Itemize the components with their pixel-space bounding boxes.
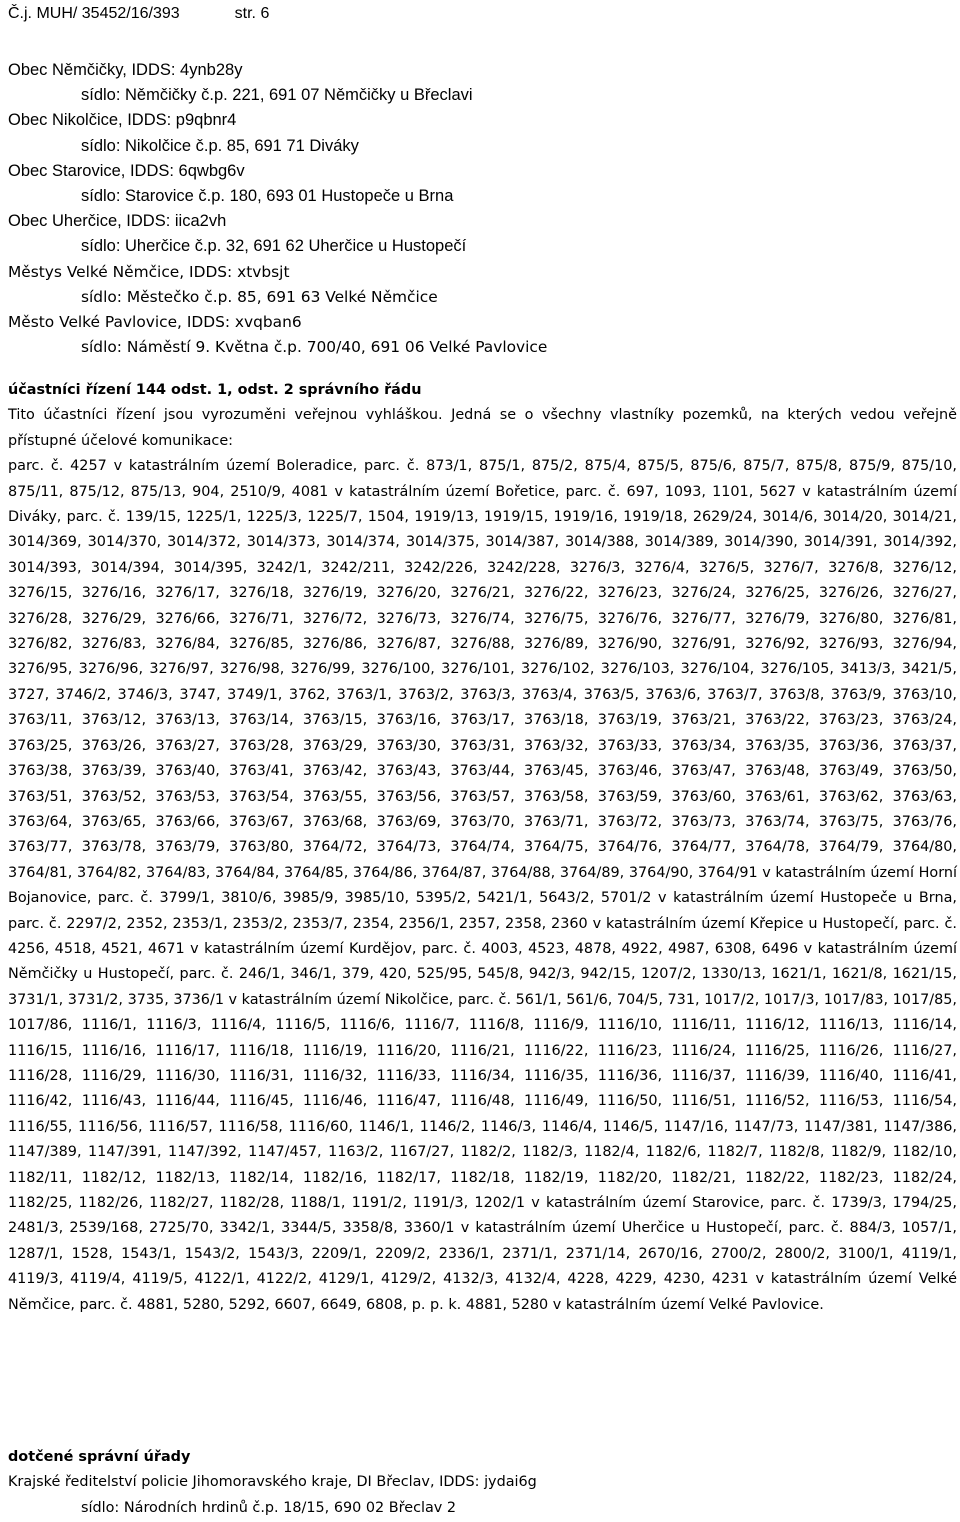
addressee-seat: sídlo: Městečko č.p. 85, 691 63 Velké Němčice <box>81 287 438 306</box>
authority-name: Krajské ředitelství policie Jihomoravského kraje, DI Břeclav, IDDS: jydai6g <box>8 1474 537 1491</box>
addressee-name: Obec Nikolčice, IDDS: p9qbnr4 <box>8 111 237 130</box>
addressee-entry <box>8 260 956 310</box>
participants-info: Tito účastníci řízení jsou vyrozuměni veřejnou vyhláškou. Jedná se o všechny vlastníky pozemků, na kterých vedou veřejně přístupné účelové komunikace: <box>8 407 957 449</box>
page-number: str. 6 <box>234 5 270 22</box>
addressee-name: Obec Starovice, IDDS: 6qwbg6v <box>8 161 245 180</box>
reference-number: Č.j. MUH/ 35452/16/393 <box>8 5 180 22</box>
addressee-entry <box>8 159 956 209</box>
addressee-list <box>8 58 956 360</box>
authorities-heading: dotčené správní úřady <box>8 1449 191 1465</box>
page-header <box>8 2 269 26</box>
authorities-section <box>8 1445 537 1521</box>
addressee-seat: sídlo: Nikolčice č.p. 85, 691 71 Diváky <box>81 136 359 155</box>
addressee-entry <box>8 310 956 360</box>
participants-heading: účastníci řízení 144 odst. 1, odst. 2 správního řádu <box>8 382 422 398</box>
addressee-entry <box>8 209 956 259</box>
addressee-entry <box>8 108 956 158</box>
addressee-name: Obec Uherčice, IDDS: iica2vh <box>8 212 227 231</box>
parcel-list: parc. č. 4257 v katastrálním území Boleradice, parc. č. 873/1, 875/1, 875/2, 875/4, 875/5, 875/6, 875/7, 875/8, 875/9, 875/10, 875/11, 875/12, 875/13, 904, 2510/9, 4081 v katastrálním území Bořetice, parc. č. 697, 1093, 1101, 5627 v katastrálním území Diváky, parc. č. 139/15, 1225/1, 1225/3, 1225/7, 1504, 1919/13, 1919/15, 1919/16, 1919/18, 2629/24, 3014/6, 3014/20, 3014/21, 3014/369, 3014/370, 3014/372, 3014/373, 3014/374, 3014/375, 3014/387, 3014/388, 3014/389, 3014/390, 3014/391, 3014/392, 3014/393, 3014/394, 3014/395, 3242/1, 3242/211, 3242/226, 3242/228, 3276/3, 3276/4, 3276/5, 3276/7, 3276/8, 3276/12, 3276/15, 3276/16, 3276/17, 3276/18, 3276/19, 3276/20, 3276/21, 3276/22, 3276/23, 3276/24, 3276/25, 3276/26, 3276/27, 3276/28, 3276/29, 3276/66, 3276/71, 3276/72, 3276/73, 3276/74, 3276/75, 3276/76, 3276/77, 3276/79, 3276/80, 3276/81, 3276/82, 3276/83, 3276/84, 3276/85, 3276/86, 3276/87, 3276/88, 3276/89, 3276/90, 3276/91, 3276/92, 3276/93, 3276/94, 3276/95, 3276/96, 3276/97, 3276/98, 3276/99, 3276/100, 3276/101, 3276/102, 3276/103, 3276/104, 3276/105, 3413/3, 3421/5, 3727, 3746/2, 3746/3, 3747, 3749/1, 3762, 3763/1, 3763/2, 3763/3, 3763/4, 3763/5, 3763/6, 3763/7, 3763/8, 3763/9, 3763/10, 3763/11, 3763/12, 3763/13, 3763/14, 3763/15, 3763/16, 3763/17, 3763/18, 3763/19, 3763/21, 3763/22, 3763/23, 3763/24, 3763/25, 3763/26, 3763/27, 3763/28, 3763/29, 3763/30, 3763/31, 3763/32, 3763/33, 3763/34, 3763/35, 3763/36, 3763/37, 3763/38, 3763/39, 3763/40, 3763/41, 3763/42, 3763/43, 3763/44, 3763/45, 3763/46, 3763/47, 3763/48, 3763/49, 3763/50, 3763/51, 3763/52, 3763/53, 3763/54, 3763/55, 3763/56, 3763/57, 3763/58, 3763/59, 3763/60, 3763/61, 3763/62, 3763/63, 3763/64, 3763/65, 3763/66, 3763/67, 3763/68, 3763/69, 3763/70, 3763/71, 3763/72, 3763/73, 3763/74, 3763/75, 3763/76, 3763/77, 3763/78, 3763/79, 3763/80, 3764/72, 3764/73, 3764/74, 3764/75, 3764/76, 3764/77, 3764/78, 3764/79, 3764/80, 3764/81, 3764/82, 3764/83, 3764/84, 3764/85, 3764/86, 3764/87, 3764/88, 3764/89, 3764/90, 3764/91 v katastrálním území Horní Bojanovice, parc. č. 3799/1, 3810/6, 3985/9, 3985/10, 5395/2, 5421/1, 5643/2, 5701/2 v katastrálním území Hustopeče u Brna, parc. č. 2297/2, 2352, 2353/1, 2353/2, 2353/7, 2354, 2356/1, 2357, 2358, 2360 v katastrálním území Křepice u Hustopečí, parc. č. 4256, 4518, 4521, 4671 v katastrálním území Kurdějov, parc. č. 4003, 4523, 4878, 4922, 4987, 6308, 6496 v katastrálním území Němčičky u Hustopečí, parc. č. 246/1, 346/1, 379, 420, 525/95, 545/8, 942/3, 942/15, 1207/2, 1330/13, 1621/1, 1621/8, 1621/15, 3731/1, 3731/2, 3735, 3736/1 v katastrálním území Nikolčice, parc. č. 561/1, 561/6, 704/5, 731, 1017/2, 1017/3, 1017/83, 1017/85, 1017/86, 1116/1, 1116/3, 1116/4, 1116/5, 1116/6, 1116/7, 1116/8, 1116/9, 1116/10, 1116/11, 1116/12, 1116/13, 1116/14, 1116/15, 1116/16, 1116/17, 1116/18, 1116/19, 1116/20, 1116/21, 1116/22, 1116/23, 1116/24, 1116/25, 1116/26, 1116/27, 1116/28, 1116/29, 1116/30, 1116/31, 1116/32, 1116/33, 1116/34, 1116/35, 1116/36, 1116/37, 1116/39, 1116/40, 1116/41, 1116/42, 1116/43, 1116/44, 1116/45, 1116/46, 1116/47, 1116/48, 1116/49, 1116/50, 1116/51, 1116/52, 1116/53, 1116/54, 1116/55, 1116/56, 1116/57, 1116/58, 1116/60, 1146/1, 1146/2, 1146/3, 1146/4, 1146/5, 1147/16, 1147/73, 1147/381, 1147/386, 1147/389, 1147/391, 1147/392, 1147/457, 1163/2, 1167/27, 1182/2, 1182/3, 1182/4, 1182/6, 1182/7, 1182/8, 1182/9, 1182/10, 1182/11, 1182/12, 1182/13, 1182/14, 1182/16, 1182/17, 1182/18, 1182/19, 1182/20, 1182/21, 1182/22, 1182/23, 1182/24, 1182/25, 1182/26, 1182/27, 1182/28, 1188/1, 1191/2, 1191/3, 1202/1 v katastrálním území Starovice, parc. č. 1739/3, 1794/25, 2481/3, 2539/168, 2725/70, 3342/1, 3344/5, 3358/8, 3360/1 v katastrálním území Uherčice u Hustopečí, parc. č. 884/3, 1057/1, 1287/1, 1528, 1543/1, 1543/2, 1543/3, 2209/1, 2209/2, 2336/1, 2371/1, 2371/14, 2670/16, 2700/2, 2800/2, 3100/1, 4119/1, 4119/3, 4119/4, 4119/5, 4122/1, 4122/2, 4129/1, 4129/2, 4132/3, 4132/4, 4228, 4229, 4230, 4231 v katastrálním území Velké Němčice, parc. č. 4881, 5280, 5292, 6607, 6649, 6808, p. p. k. 4881, 5280 v katastrálním území Velké Pavlovice. <box>8 458 957 1313</box>
addressee-seat: sídlo: Uherčice č.p. 32, 691 62 Uherčice u Hustopečí <box>81 237 467 256</box>
addressee-seat: sídlo: Náměstí 9. Května č.p. 700/40, 691 06 Velké Pavlovice <box>81 338 548 357</box>
addressee-name: Městys Velké Němčice, IDDS: xtvbsjt <box>8 262 290 281</box>
participants-section <box>8 378 957 1318</box>
authority-seat: sídlo: Národních hrdinů č.p. 18/15, 690 02 Břeclav 2 <box>81 1499 457 1516</box>
addressee-seat: sídlo: Němčičky č.p. 221, 691 07 Němčičky u Břeclavi <box>81 86 473 105</box>
addressee-entry <box>8 58 956 108</box>
addressee-name: Město Velké Pavlovice, IDDS: xvqban6 <box>8 312 302 331</box>
addressee-seat: sídlo: Starovice č.p. 180, 693 01 Hustopeče u Brna <box>81 186 454 205</box>
addressee-name: Obec Němčičky, IDDS: 4ynb28y <box>8 61 243 79</box>
